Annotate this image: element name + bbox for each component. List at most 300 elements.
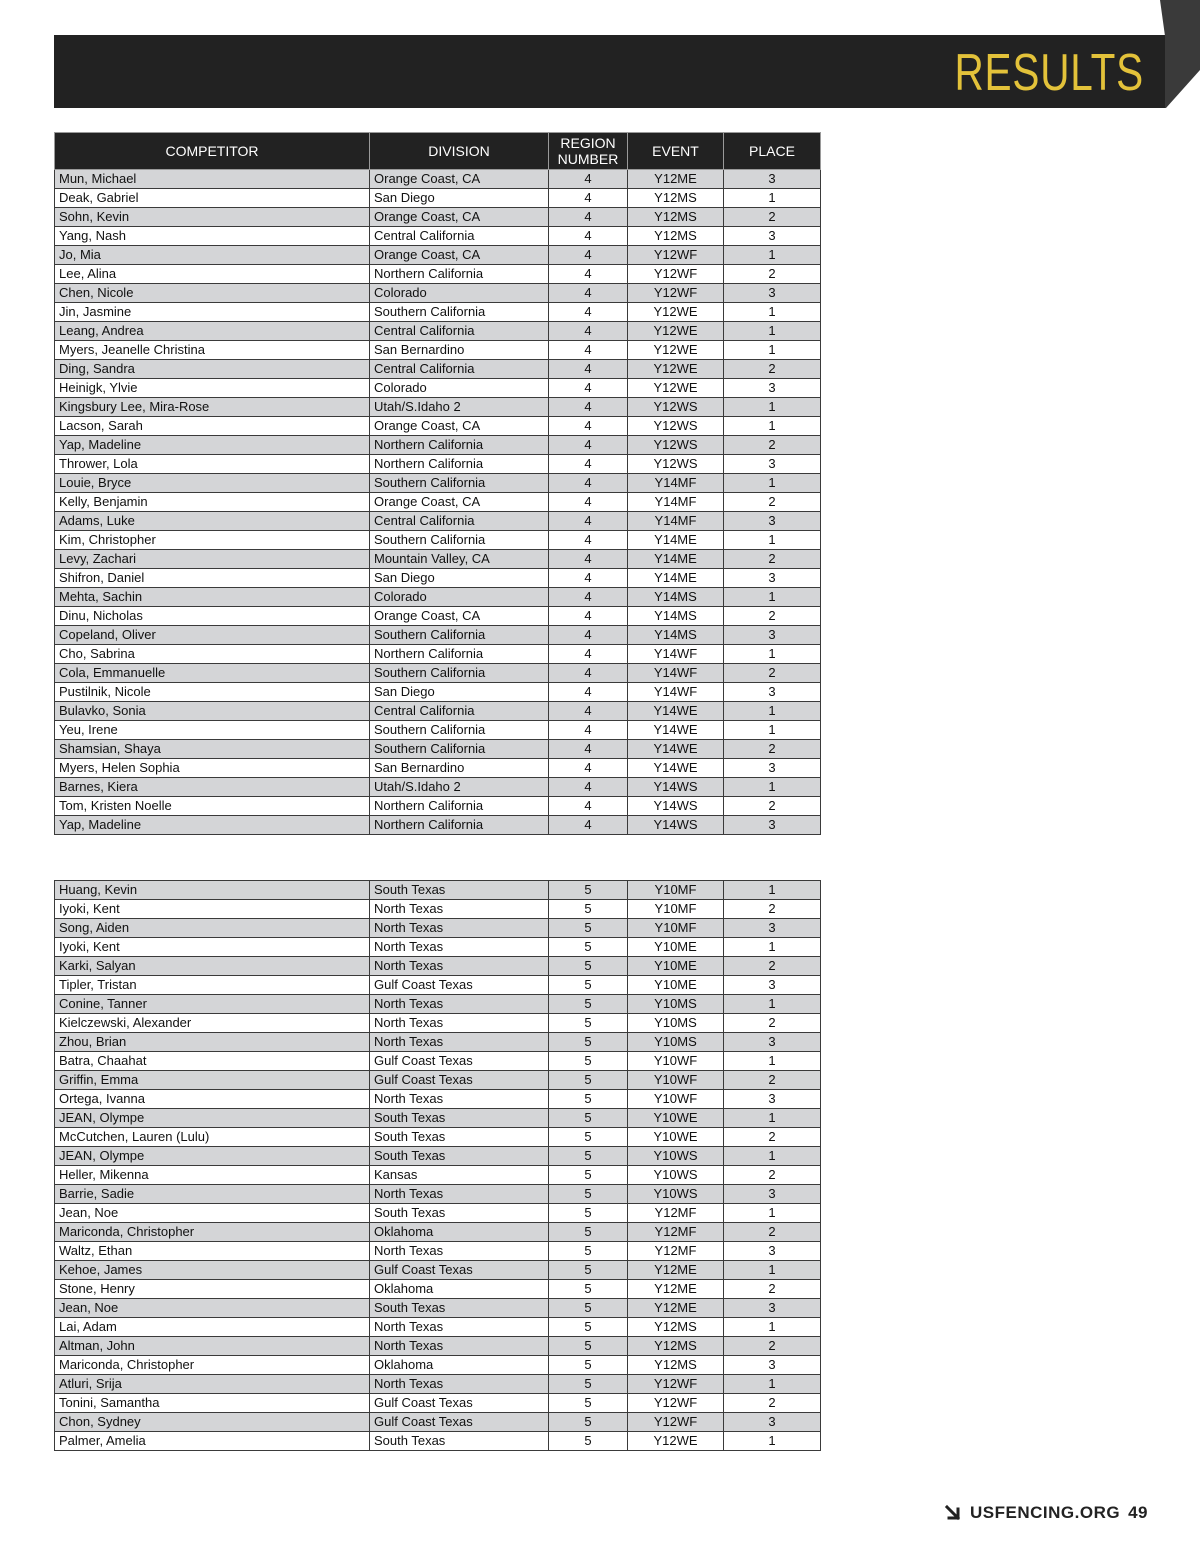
place-cell: 1 <box>724 1109 821 1128</box>
place-cell: 2 <box>724 1394 821 1413</box>
table-row <box>55 702 821 721</box>
division-cell: North Texas <box>370 1090 549 1109</box>
place-cell: 1 <box>724 322 821 341</box>
event-cell: Y12WS <box>628 398 724 417</box>
place-cell: 2 <box>724 1223 821 1242</box>
region-number-cell: 4 <box>549 284 628 303</box>
place-cell: 1 <box>724 778 821 797</box>
region-number-cell: 5 <box>549 995 628 1014</box>
region-number-cell: 4 <box>549 550 628 569</box>
region-number-cell: 4 <box>549 778 628 797</box>
region-number-cell: 5 <box>549 1413 628 1432</box>
division-cell: South Texas <box>370 1432 549 1451</box>
place-cell: 3 <box>724 976 821 995</box>
event-cell: Y14ME <box>628 550 724 569</box>
division-cell: Central California <box>370 512 549 531</box>
competitor-cell: Tonini, Samantha <box>55 1394 370 1413</box>
competitor-cell: Yeu, Irene <box>55 721 370 740</box>
competitor-cell: Yap, Madeline <box>55 436 370 455</box>
place-cell: 2 <box>724 1280 821 1299</box>
competitor-cell: Mun, Michael <box>55 170 370 189</box>
table-row <box>55 626 821 645</box>
table-row <box>55 246 821 265</box>
region-number-cell: 5 <box>549 919 628 938</box>
region-number-cell: 4 <box>549 246 628 265</box>
division-cell: Southern California <box>370 664 549 683</box>
table-row <box>55 1337 821 1356</box>
region-number-cell: 4 <box>549 569 628 588</box>
event-cell: Y14WE <box>628 759 724 778</box>
region-number-cell: 4 <box>549 436 628 455</box>
table-row <box>55 1242 821 1261</box>
competitor-cell: Barnes, Kiera <box>55 778 370 797</box>
table-row <box>55 284 821 303</box>
place-cell: 1 <box>724 531 821 550</box>
division-cell: Orange Coast, CA <box>370 170 549 189</box>
competitor-cell: Kelly, Benjamin <box>55 493 370 512</box>
place-cell: 2 <box>724 1071 821 1090</box>
event-cell: Y10MS <box>628 1014 724 1033</box>
table-row <box>55 607 821 626</box>
region-number-cell: 4 <box>549 645 628 664</box>
table-row <box>55 938 821 957</box>
place-cell: 2 <box>724 208 821 227</box>
region-number-cell: 4 <box>549 759 628 778</box>
region-number-cell: 4 <box>549 265 628 284</box>
division-cell: Central California <box>370 702 549 721</box>
competitor-cell: Atluri, Srija <box>55 1375 370 1394</box>
table-row <box>55 1432 821 1451</box>
event-cell: Y12MS <box>628 1337 724 1356</box>
division-cell: Oklahoma <box>370 1356 549 1375</box>
table-row <box>55 1147 821 1166</box>
competitor-cell: Cho, Sabrina <box>55 645 370 664</box>
table-row <box>55 1356 821 1375</box>
place-cell: 2 <box>724 1014 821 1033</box>
column-header-region-number: REGION NUMBER <box>549 133 628 170</box>
table-row <box>55 341 821 360</box>
place-cell: 1 <box>724 474 821 493</box>
event-cell: Y14ME <box>628 569 724 588</box>
event-cell: Y12WF <box>628 1413 724 1432</box>
region-number-cell: 4 <box>549 398 628 417</box>
event-cell: Y10ME <box>628 938 724 957</box>
place-cell: 3 <box>724 1299 821 1318</box>
table-row <box>55 531 821 550</box>
place-cell: 3 <box>724 1242 821 1261</box>
region-number-cell: 4 <box>549 474 628 493</box>
place-cell: 2 <box>724 1166 821 1185</box>
competitor-cell: JEAN, Olympe <box>55 1109 370 1128</box>
division-cell: North Texas <box>370 1185 549 1204</box>
place-cell: 1 <box>724 938 821 957</box>
competitor-cell: Conine, Tanner <box>55 995 370 1014</box>
place-cell: 1 <box>724 588 821 607</box>
division-cell: Gulf Coast Texas <box>370 1052 549 1071</box>
division-cell: Northern California <box>370 455 549 474</box>
division-cell: Gulf Coast Texas <box>370 1394 549 1413</box>
event-cell: Y12WF <box>628 284 724 303</box>
region-number-cell: 5 <box>549 1052 628 1071</box>
place-cell: 3 <box>724 1033 821 1052</box>
place-cell: 1 <box>724 1318 821 1337</box>
place-cell: 3 <box>724 455 821 474</box>
competitor-cell: Zhou, Brian <box>55 1033 370 1052</box>
table-row <box>55 189 821 208</box>
table-row <box>55 1261 821 1280</box>
region-number-cell: 4 <box>549 208 628 227</box>
event-cell: Y10MF <box>628 919 724 938</box>
place-cell: 1 <box>724 645 821 664</box>
competitor-cell: Heinigk, Ylvie <box>55 379 370 398</box>
competitor-cell: Mariconda, Christopher <box>55 1223 370 1242</box>
competitor-cell: Louie, Bryce <box>55 474 370 493</box>
place-cell: 2 <box>724 900 821 919</box>
event-cell: Y10WF <box>628 1071 724 1090</box>
place-cell: 2 <box>724 265 821 284</box>
event-cell: Y10MS <box>628 1033 724 1052</box>
division-cell: Orange Coast, CA <box>370 246 549 265</box>
region-number-cell: 4 <box>549 740 628 759</box>
event-cell: Y12MS <box>628 227 724 246</box>
competitor-cell: Levy, Zachari <box>55 550 370 569</box>
region-number-cell: 5 <box>549 1356 628 1375</box>
competitor-cell: McCutchen, Lauren (Lulu) <box>55 1128 370 1147</box>
table-row <box>55 759 821 778</box>
region-number-cell: 4 <box>549 455 628 474</box>
table-row <box>55 1185 821 1204</box>
place-cell: 3 <box>724 170 821 189</box>
event-cell: Y10WF <box>628 1090 724 1109</box>
place-cell: 1 <box>724 721 821 740</box>
table-row <box>55 721 821 740</box>
competitor-cell: Karki, Salyan <box>55 957 370 976</box>
table-row <box>55 1052 821 1071</box>
division-cell: Southern California <box>370 721 549 740</box>
competitor-cell: Kingsbury Lee, Mira-Rose <box>55 398 370 417</box>
competitor-cell: Thrower, Lola <box>55 455 370 474</box>
banner-corner-decoration <box>1160 0 1200 108</box>
table-row <box>55 417 821 436</box>
place-cell: 2 <box>724 493 821 512</box>
region-number-cell: 5 <box>549 938 628 957</box>
region-number-cell: 4 <box>549 322 628 341</box>
competitor-cell: Palmer, Amelia <box>55 1432 370 1451</box>
place-cell: 2 <box>724 360 821 379</box>
place-cell: 2 <box>724 550 821 569</box>
competitor-cell: Yap, Madeline <box>55 816 370 835</box>
division-cell: Northern California <box>370 265 549 284</box>
place-cell: 1 <box>724 1432 821 1451</box>
event-cell: Y14MS <box>628 607 724 626</box>
place-cell: 1 <box>724 303 821 322</box>
table-row <box>55 1071 821 1090</box>
arrow-down-right-icon <box>944 1504 962 1522</box>
competitor-cell: Shifron, Daniel <box>55 569 370 588</box>
table-row <box>55 1394 821 1413</box>
region-number-cell: 4 <box>549 797 628 816</box>
place-cell: 2 <box>724 607 821 626</box>
table-row <box>55 398 821 417</box>
competitor-cell: Barrie, Sadie <box>55 1185 370 1204</box>
table-row <box>55 645 821 664</box>
region-number-cell: 5 <box>549 1223 628 1242</box>
division-cell: North Texas <box>370 1242 549 1261</box>
competitor-cell: Adams, Luke <box>55 512 370 531</box>
footer-site: USFENCING.ORG <box>970 1503 1121 1522</box>
competitor-cell: Shamsian, Shaya <box>55 740 370 759</box>
competitor-cell: Jean, Noe <box>55 1299 370 1318</box>
region-number-cell: 5 <box>549 1375 628 1394</box>
region-number-cell: 5 <box>549 1337 628 1356</box>
event-cell: Y10ME <box>628 957 724 976</box>
table-row <box>55 900 821 919</box>
table-row <box>55 493 821 512</box>
region-number-cell: 5 <box>549 1432 628 1451</box>
place-cell: 3 <box>724 512 821 531</box>
competitor-cell: Leang, Andrea <box>55 322 370 341</box>
division-cell: Southern California <box>370 740 549 759</box>
event-cell: Y12WF <box>628 1375 724 1394</box>
event-cell: Y14WF <box>628 664 724 683</box>
place-cell: 3 <box>724 1090 821 1109</box>
results-table-region-4 <box>54 132 821 835</box>
column-header-place: PLACE <box>724 133 821 170</box>
division-cell: Central California <box>370 322 549 341</box>
competitor-cell: Huang, Kevin <box>55 881 370 900</box>
region-number-cell: 4 <box>549 170 628 189</box>
place-cell: 2 <box>724 1337 821 1356</box>
place-cell: 3 <box>724 1185 821 1204</box>
event-cell: Y12MS <box>628 1318 724 1337</box>
competitor-cell: Lacson, Sarah <box>55 417 370 436</box>
table-row <box>55 976 821 995</box>
place-cell: 1 <box>724 417 821 436</box>
competitor-cell: Dinu, Nicholas <box>55 607 370 626</box>
event-cell: Y10WS <box>628 1185 724 1204</box>
table-body <box>55 881 821 1451</box>
competitor-cell: Kielczewski, Alexander <box>55 1014 370 1033</box>
division-cell: North Texas <box>370 1375 549 1394</box>
page-number: 49 <box>1128 1503 1148 1522</box>
place-cell: 1 <box>724 881 821 900</box>
division-cell: Southern California <box>370 303 549 322</box>
place-cell: 2 <box>724 436 821 455</box>
competitor-cell: Deak, Gabriel <box>55 189 370 208</box>
table-row <box>55 550 821 569</box>
competitor-cell: Yang, Nash <box>55 227 370 246</box>
region-number-cell: 4 <box>549 588 628 607</box>
table-row <box>55 170 821 189</box>
region-number-cell: 5 <box>549 1147 628 1166</box>
place-cell: 1 <box>724 702 821 721</box>
event-cell: Y10WE <box>628 1109 724 1128</box>
event-cell: Y14WE <box>628 702 724 721</box>
region-number-cell: 4 <box>549 417 628 436</box>
competitor-cell: Iyoki, Kent <box>55 938 370 957</box>
division-cell: South Texas <box>370 1147 549 1166</box>
event-cell: Y14MF <box>628 512 724 531</box>
division-cell: Gulf Coast Texas <box>370 1413 549 1432</box>
event-cell: Y14WF <box>628 683 724 702</box>
table-row <box>55 379 821 398</box>
division-cell: Northern California <box>370 816 549 835</box>
page-title: RESULTS <box>954 44 1144 102</box>
place-cell: 1 <box>724 1375 821 1394</box>
division-cell: South Texas <box>370 1204 549 1223</box>
competitor-cell: Heller, Mikenna <box>55 1166 370 1185</box>
place-cell: 3 <box>724 569 821 588</box>
place-cell: 3 <box>724 683 821 702</box>
place-cell: 1 <box>724 1204 821 1223</box>
event-cell: Y12WE <box>628 379 724 398</box>
event-cell: Y12ME <box>628 1299 724 1318</box>
division-cell: Orange Coast, CA <box>370 493 549 512</box>
competitor-cell: Waltz, Ethan <box>55 1242 370 1261</box>
division-cell: North Texas <box>370 1337 549 1356</box>
table-row <box>55 322 821 341</box>
place-cell: 2 <box>724 664 821 683</box>
event-cell: Y10WS <box>628 1166 724 1185</box>
division-cell: South Texas <box>370 1109 549 1128</box>
region-number-cell: 4 <box>549 512 628 531</box>
division-cell: San Diego <box>370 569 549 588</box>
region-number-cell: 5 <box>549 976 628 995</box>
region-number-cell: 5 <box>549 1299 628 1318</box>
table-row <box>55 1166 821 1185</box>
event-cell: Y12MF <box>628 1204 724 1223</box>
table-row <box>55 512 821 531</box>
event-cell: Y12MF <box>628 1242 724 1261</box>
event-cell: Y14WE <box>628 740 724 759</box>
competitor-cell: Iyoki, Kent <box>55 900 370 919</box>
table-row <box>55 778 821 797</box>
table-row <box>55 1413 821 1432</box>
division-cell: North Texas <box>370 1318 549 1337</box>
place-cell: 3 <box>724 284 821 303</box>
place-cell: 1 <box>724 995 821 1014</box>
region-number-cell: 5 <box>549 1185 628 1204</box>
competitor-cell: Mehta, Sachin <box>55 588 370 607</box>
division-cell: Gulf Coast Texas <box>370 1261 549 1280</box>
event-cell: Y12MS <box>628 208 724 227</box>
table-row <box>55 881 821 900</box>
division-cell: Orange Coast, CA <box>370 607 549 626</box>
event-cell: Y12WF <box>628 246 724 265</box>
competitor-cell: Stone, Henry <box>55 1280 370 1299</box>
table-row <box>55 436 821 455</box>
place-cell: 2 <box>724 740 821 759</box>
competitor-cell: Tom, Kristen Noelle <box>55 797 370 816</box>
event-cell: Y10WE <box>628 1128 724 1147</box>
table-row <box>55 1033 821 1052</box>
table-header-row <box>55 133 821 170</box>
division-cell: Colorado <box>370 588 549 607</box>
place-cell: 2 <box>724 957 821 976</box>
results-table-region-5 <box>54 880 821 1451</box>
place-cell: 3 <box>724 919 821 938</box>
table-row <box>55 360 821 379</box>
page-footer <box>944 1500 1148 1526</box>
event-cell: Y12MS <box>628 1356 724 1375</box>
table-row <box>55 474 821 493</box>
division-cell: North Texas <box>370 938 549 957</box>
event-cell: Y12WF <box>628 1394 724 1413</box>
table-row <box>55 208 821 227</box>
table-row <box>55 1128 821 1147</box>
division-cell: Central California <box>370 360 549 379</box>
division-cell: Utah/S.Idaho 2 <box>370 778 549 797</box>
division-cell: Orange Coast, CA <box>370 208 549 227</box>
event-cell: Y10MF <box>628 881 724 900</box>
division-cell: San Diego <box>370 189 549 208</box>
competitor-cell: JEAN, Olympe <box>55 1147 370 1166</box>
table-row <box>55 265 821 284</box>
division-cell: Northern California <box>370 436 549 455</box>
table-row <box>55 957 821 976</box>
division-cell: Oklahoma <box>370 1280 549 1299</box>
place-cell: 1 <box>724 189 821 208</box>
table-row <box>55 1299 821 1318</box>
event-cell: Y14WS <box>628 816 724 835</box>
table-row <box>55 1204 821 1223</box>
competitor-cell: Lee, Alina <box>55 265 370 284</box>
division-cell: San Bernardino <box>370 341 549 360</box>
event-cell: Y12WE <box>628 1432 724 1451</box>
competitor-cell: Sohn, Kevin <box>55 208 370 227</box>
event-cell: Y14ME <box>628 531 724 550</box>
region-number-cell: 4 <box>549 360 628 379</box>
region-number-cell: 4 <box>549 702 628 721</box>
place-cell: 3 <box>724 1413 821 1432</box>
division-cell: Southern California <box>370 626 549 645</box>
division-cell: Mountain Valley, CA <box>370 550 549 569</box>
place-cell: 3 <box>724 816 821 835</box>
region-number-cell: 5 <box>549 1261 628 1280</box>
division-cell: South Texas <box>370 1128 549 1147</box>
table-row <box>55 227 821 246</box>
competitor-cell: Tipler, Tristan <box>55 976 370 995</box>
region-number-cell: 4 <box>549 664 628 683</box>
event-cell: Y14MF <box>628 474 724 493</box>
division-cell: Northern California <box>370 797 549 816</box>
division-cell: North Texas <box>370 1033 549 1052</box>
event-cell: Y10WS <box>628 1147 724 1166</box>
region-number-cell: 5 <box>549 1242 628 1261</box>
region-number-cell: 4 <box>549 531 628 550</box>
event-cell: Y14MS <box>628 588 724 607</box>
table-row <box>55 455 821 474</box>
place-cell: 2 <box>724 797 821 816</box>
table-row <box>55 683 821 702</box>
column-header-competitor: COMPETITOR <box>55 133 370 170</box>
division-cell: South Texas <box>370 1299 549 1318</box>
competitor-cell: Myers, Jeanelle Christina <box>55 341 370 360</box>
competitor-cell: Pustilnik, Nicole <box>55 683 370 702</box>
region-number-cell: 4 <box>549 379 628 398</box>
event-cell: Y12WE <box>628 360 724 379</box>
place-cell: 1 <box>724 1052 821 1071</box>
table-row <box>55 1280 821 1299</box>
event-cell: Y14MS <box>628 626 724 645</box>
place-cell: 1 <box>724 1261 821 1280</box>
place-cell: 3 <box>724 626 821 645</box>
table-row <box>55 1090 821 1109</box>
event-cell: Y12ME <box>628 1280 724 1299</box>
competitor-cell: Mariconda, Christopher <box>55 1356 370 1375</box>
region-number-cell: 5 <box>549 1280 628 1299</box>
region-number-cell: 5 <box>549 1128 628 1147</box>
